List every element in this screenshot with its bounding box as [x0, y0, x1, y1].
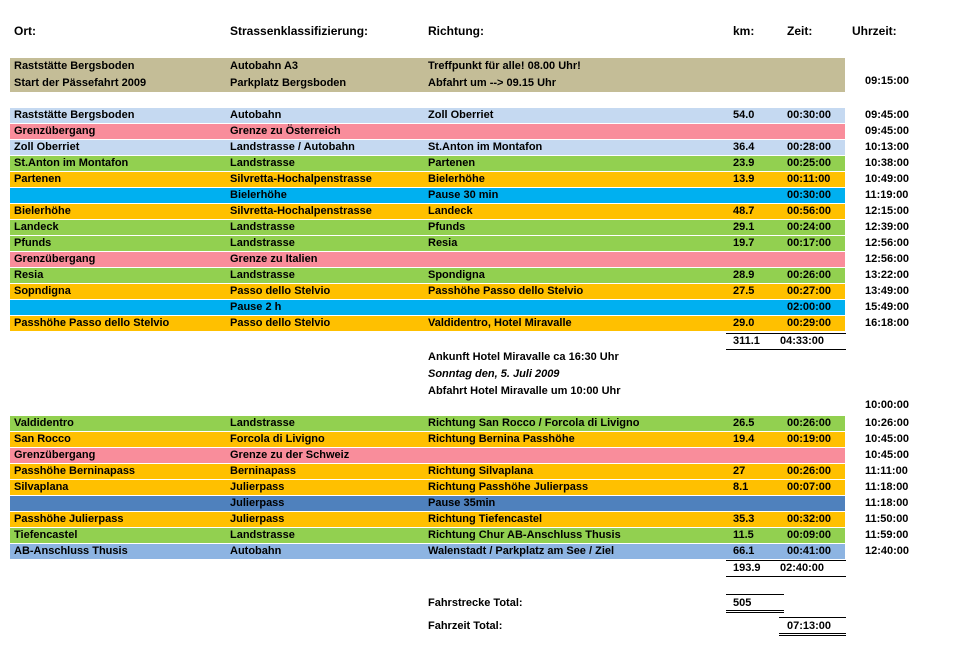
cell-strasse[interactable]: Grenze zu Italien	[230, 253, 318, 265]
cell-strasse[interactable]: Passo dello Stelvio	[230, 317, 331, 329]
cell-ort[interactable]: Grenzübergang	[14, 253, 96, 265]
cell-ort[interactable]	[10, 300, 230, 315]
route-row	[10, 124, 925, 139]
cell-uhrzeit[interactable]: 13:22:00	[865, 269, 910, 281]
cell-zeit[interactable]: 00:26:00	[787, 465, 832, 477]
column-header-ort[interactable]: Ort:	[14, 24, 36, 38]
cell-ort[interactable]: Passhöhe Berninapass	[14, 465, 136, 477]
cell-uhrzeit[interactable]: 11:59:00	[865, 529, 909, 541]
route-row	[10, 188, 925, 203]
route-row	[10, 528, 925, 543]
cell-strasse[interactable]: Pause 2 h	[230, 301, 282, 313]
cell-uhrzeit[interactable]: 12:56:00	[865, 237, 910, 249]
cell-richtung[interactable]: Resia	[428, 237, 458, 249]
cell-km[interactable]: 8.1	[733, 481, 749, 493]
row-color-band	[10, 252, 845, 267]
cell-strasse[interactable]: Landstrasse / Autobahn	[230, 141, 355, 153]
cell-ort[interactable]: St.Anton im Montafon	[14, 157, 129, 169]
row-color-band	[10, 220, 845, 235]
route-row	[10, 140, 925, 155]
row-color-band	[10, 432, 845, 447]
route-row	[10, 75, 925, 92]
cell-richtung[interactable]	[428, 300, 733, 315]
cell-zeit[interactable]: 02:00:00	[787, 301, 832, 313]
cell-km[interactable]	[733, 448, 787, 463]
cell-ort[interactable]: San Rocco	[14, 433, 71, 445]
column-header-zeit[interactable]: Zeit:	[787, 24, 813, 38]
day2-total-km-cell[interactable]: 193.9	[733, 562, 761, 574]
cell-strasse[interactable]: Landstrasse	[230, 269, 295, 281]
total-distance-label[interactable]: Fahrstrecke Total:	[428, 597, 523, 609]
cell-km[interactable]: 11.5	[733, 529, 754, 541]
cell-ort[interactable]: AB-Anschluss Thusis	[14, 545, 128, 557]
cell-strasse[interactable]: Grenze zu der Schweiz	[230, 449, 350, 461]
row-color-band	[10, 416, 845, 431]
row-color-band	[10, 58, 845, 75]
cell-ort[interactable]: Partenen	[14, 173, 62, 185]
cell-km[interactable]	[733, 188, 787, 203]
route-row	[10, 512, 925, 527]
row-color-band	[10, 544, 845, 559]
cell-km[interactable]: 19.4	[733, 433, 755, 445]
cell-uhrzeit[interactable]: 10:13:00	[865, 141, 910, 153]
cell-zeit[interactable]: 00:32:00	[787, 513, 832, 525]
cell-richtung[interactable]	[428, 124, 733, 139]
cell-ort[interactable]: Start der Pässefahrt 2009	[14, 77, 147, 89]
cell-uhrzeit[interactable]: 12:40:00	[865, 545, 910, 557]
cell-richtung[interactable]: Treffpunkt für alle! 08.00 Uhr!	[428, 60, 581, 72]
date-note[interactable]: Sonntag den, 5. Juli 2009	[428, 368, 560, 380]
cell-strasse[interactable]: Passo dello Stelvio	[230, 285, 331, 297]
cell-strasse[interactable]: Landstrasse	[230, 221, 295, 233]
cell-strasse[interactable]: Landstrasse	[230, 237, 295, 249]
cell-km[interactable]: 35.3	[733, 513, 755, 525]
cell-km[interactable]: 28.9	[733, 269, 755, 281]
start-uhrzeit-cell[interactable]: 09:15:00	[865, 75, 910, 87]
day2-start-uhrzeit-cell[interactable]: 10:00:00	[865, 399, 910, 411]
cell-strasse[interactable]: Julierpass	[230, 497, 285, 509]
cell-ort[interactable]: Raststätte Bergsboden	[14, 60, 135, 72]
route-row	[10, 416, 925, 431]
cell-ort[interactable]: Resia	[14, 269, 44, 281]
row-color-band	[10, 236, 845, 251]
column-header-strasse[interactable]: Strassenklassifizierung:	[230, 24, 369, 38]
cell-richtung[interactable]: Spondigna	[428, 269, 485, 281]
cell-km[interactable]	[733, 124, 787, 139]
cell-ort[interactable]: Bielerhöhe	[14, 205, 71, 217]
cell-ort[interactable]: Zoll Oberriet	[14, 141, 80, 153]
column-header-richtung[interactable]: Richtung:	[428, 24, 484, 38]
cell-km[interactable]: 19.7	[733, 237, 755, 249]
row-color-band	[10, 448, 845, 463]
cell-strasse[interactable]: Bielerhöhe	[230, 189, 287, 201]
cell-uhrzeit[interactable]: 11:18:00	[865, 497, 909, 509]
row-color-band	[10, 204, 845, 219]
cell-uhrzeit[interactable]: 10:49:00	[865, 173, 910, 185]
cell-zeit[interactable]: 00:26:00	[787, 417, 832, 429]
cell-ort[interactable]: Pfunds	[14, 237, 52, 249]
cell-zeit[interactable]: 00:11:00	[787, 173, 831, 185]
cell-richtung[interactable]: Richtung Bernina Passhöhe	[428, 433, 575, 445]
cell-richtung[interactable]: Richtung San Rocco / Forcola di Livigno	[428, 417, 640, 429]
column-header-uhrzeit[interactable]: Uhrzeit:	[852, 24, 897, 38]
day2-subtotal	[726, 560, 846, 577]
cell-richtung[interactable]: Passhöhe Passo dello Stelvio	[428, 285, 584, 297]
cell-km[interactable]: 54.0	[733, 109, 755, 121]
cell-zeit[interactable]: 00:29:00	[787, 317, 832, 329]
cell-richtung[interactable]: Partenen	[428, 157, 476, 169]
route-row	[10, 544, 925, 559]
cell-ort[interactable]: Sopndigna	[14, 285, 71, 297]
cell-richtung[interactable]: Pause 35min	[428, 497, 496, 509]
row-color-band	[10, 268, 845, 283]
cell-strasse[interactable]: Berninapass	[230, 465, 297, 477]
cell-uhrzeit[interactable]: 12:39:00	[865, 221, 910, 233]
cell-ort[interactable]: Grenzübergang	[14, 125, 96, 137]
route-row	[10, 108, 925, 123]
cell-uhrzeit[interactable]: 10:45:00	[865, 433, 910, 445]
cell-uhrzeit[interactable]: 16:18:00	[865, 317, 910, 329]
cell-zeit[interactable]	[787, 124, 845, 139]
row-color-band	[10, 156, 845, 171]
cell-richtung[interactable]: Richtung Passhöhe Julierpass	[428, 481, 589, 493]
cell-uhrzeit[interactable]: 10:38:00	[865, 157, 910, 169]
row-color-band	[10, 108, 845, 123]
cell-km[interactable]: 29.1	[733, 221, 755, 233]
total-distance-value[interactable]: 505	[726, 594, 784, 613]
cell-km[interactable]: 29.0	[733, 317, 755, 329]
row-color-band	[10, 172, 845, 187]
row-color-band	[10, 528, 845, 543]
cell-ort[interactable]: Silvaplana	[14, 481, 69, 493]
day1-total-zeit-cell[interactable]: 04:33:00	[780, 335, 825, 347]
row-color-band	[10, 140, 845, 155]
cell-strasse[interactable]: Julierpass	[230, 481, 285, 493]
cell-zeit[interactable]: 00:30:00	[787, 109, 832, 121]
cell-strasse[interactable]: Grenze zu Österreich	[230, 125, 341, 137]
column-header-km[interactable]: km:	[733, 24, 755, 38]
cell-richtung[interactable]: Walenstadt / Parkplatz am See / Ziel	[428, 545, 615, 557]
day1-total-km-cell[interactable]: 311.1	[733, 335, 760, 347]
route-row	[10, 220, 925, 235]
cell-ort[interactable]: Grenzübergang	[14, 449, 96, 461]
cell-uhrzeit[interactable]: 11:11:00	[865, 465, 908, 477]
route-row	[10, 300, 925, 315]
cell-zeit[interactable]	[787, 252, 845, 267]
cell-strasse[interactable]: Julierpass	[230, 513, 285, 525]
cell-uhrzeit[interactable]	[845, 58, 925, 75]
cell-zeit[interactable]: 00:27:00	[787, 285, 832, 297]
cell-km[interactable]	[733, 75, 787, 92]
route-table-day2	[10, 416, 925, 560]
row-color-band	[10, 75, 845, 92]
total-time-label[interactable]: Fahrzeit Total:	[428, 620, 503, 632]
route-row	[10, 172, 925, 187]
route-row	[10, 58, 925, 75]
route-row	[10, 204, 925, 219]
cell-richtung[interactable]: Pfunds	[428, 221, 466, 233]
cell-strasse[interactable]: Landstrasse	[230, 529, 295, 541]
cell-strasse[interactable]: Landstrasse	[230, 157, 295, 169]
cell-km[interactable]	[733, 300, 787, 315]
cell-zeit[interactable]: 00:07:00	[787, 481, 832, 493]
cell-strasse[interactable]: Autobahn	[230, 109, 282, 121]
cell-km[interactable]: 27	[733, 465, 746, 477]
cell-km[interactable]: 66.1	[733, 545, 755, 557]
cell-ort[interactable]	[10, 188, 230, 203]
row-color-band	[10, 464, 845, 479]
cell-ort[interactable]: Tiefencastel	[14, 529, 78, 541]
cell-ort[interactable]: Raststätte Bergsboden	[14, 109, 135, 121]
cell-uhrzeit[interactable]: 09:45:00	[865, 125, 910, 137]
cell-uhrzeit[interactable]: 09:45:00	[865, 109, 910, 121]
cell-richtung[interactable]: Richtung Chur AB-Anschluss Thusis	[428, 529, 621, 541]
cell-ort[interactable]: Passhöhe Julierpass	[14, 513, 124, 525]
cell-richtung[interactable]	[428, 448, 733, 463]
cell-zeit[interactable]: 00:56:00	[787, 205, 832, 217]
row-color-band	[10, 316, 845, 331]
cell-zeit[interactable]: 00:26:00	[787, 269, 832, 281]
cell-uhrzeit[interactable]: 12:15:00	[865, 205, 910, 217]
cell-km[interactable]	[733, 58, 787, 75]
route-row	[10, 284, 925, 299]
route-row	[10, 432, 925, 447]
cell-richtung[interactable]: Bielerhöhe	[428, 173, 485, 185]
route-row	[10, 480, 925, 495]
cell-ort[interactable]: Landeck	[14, 221, 59, 233]
cell-zeit[interactable]: 00:25:00	[787, 157, 832, 169]
cell-ort[interactable]	[10, 496, 230, 511]
cell-richtung[interactable]: Zoll Oberriet	[428, 109, 494, 121]
cell-richtung[interactable]: St.Anton im Montafon	[428, 141, 543, 153]
cell-uhrzeit[interactable]: 11:50:00	[865, 513, 909, 525]
cell-zeit[interactable]	[787, 448, 845, 463]
cell-ort[interactable]: Valdidentro	[14, 417, 74, 429]
route-row	[10, 464, 925, 479]
cell-richtung[interactable]: Richtung Silvaplana	[428, 465, 534, 477]
cell-zeit[interactable]	[787, 496, 845, 511]
cell-strasse[interactable]: Parkplatz Bergsboden	[230, 77, 347, 89]
cell-richtung[interactable]	[428, 252, 733, 267]
cell-km[interactable]	[733, 496, 787, 511]
row-color-band	[10, 284, 845, 299]
cell-zeit[interactable]	[787, 58, 845, 75]
cell-uhrzeit[interactable]: 13:49:00	[865, 285, 910, 297]
cell-richtung[interactable]: Valdidentro, Hotel Miravalle	[428, 317, 572, 329]
cell-ort[interactable]: Passhöhe Passo dello Stelvio	[14, 317, 170, 329]
route-row	[10, 316, 925, 331]
cell-strasse[interactable]: Silvretta-Hochalpenstrasse	[230, 173, 372, 185]
cell-richtung[interactable]: Richtung Tiefencastel	[428, 513, 543, 525]
cell-km[interactable]: 48.7	[733, 205, 755, 217]
route-row	[10, 268, 925, 283]
arrival-note[interactable]: Ankunft Hotel Miravalle ca 16:30 Uhr	[428, 351, 619, 363]
cell-uhrzeit[interactable]: 11:18:00	[865, 481, 909, 493]
cell-km[interactable]	[733, 252, 787, 267]
cell-zeit[interactable]: 00:09:00	[787, 529, 832, 541]
cell-strasse[interactable]: Autobahn	[230, 545, 282, 557]
row-color-band	[10, 188, 845, 203]
row-color-band	[10, 300, 845, 315]
cell-strasse[interactable]: Silvretta-Hochalpenstrasse	[230, 205, 372, 217]
cell-km[interactable]: 13.9	[733, 173, 755, 185]
route-row	[10, 236, 925, 251]
route-row	[10, 252, 925, 267]
cell-zeit[interactable]: 00:17:00	[787, 237, 832, 249]
cell-strasse[interactable]: Autobahn A3	[230, 60, 299, 72]
cell-zeit[interactable]: 00:41:00	[787, 545, 832, 557]
cell-uhrzeit[interactable]: 10:45:00	[865, 449, 910, 461]
cell-zeit[interactable]: 00:28:00	[787, 141, 832, 153]
cell-km[interactable]: 36.4	[733, 141, 755, 153]
day2-total-zeit-cell[interactable]: 02:40:00	[780, 562, 825, 574]
cell-strasse[interactable]: Forcola di Livigno	[230, 433, 325, 445]
cell-uhrzeit[interactable]: 12:56:00	[865, 253, 910, 265]
cell-zeit[interactable]: 00:30:00	[787, 189, 832, 201]
cell-zeit[interactable]	[787, 75, 845, 92]
cell-richtung[interactable]: Abfahrt um --> 09.15 Uhr	[428, 77, 557, 89]
route-row	[10, 156, 925, 171]
row-color-band	[10, 496, 845, 511]
cell-km[interactable]: 26.5	[733, 417, 755, 429]
cell-km[interactable]: 27.5	[733, 285, 755, 297]
route-row	[10, 448, 925, 463]
row-color-band	[10, 124, 845, 139]
cell-richtung[interactable]: Pause 30 min	[428, 189, 499, 201]
row-color-band	[10, 512, 845, 527]
cell-km[interactable]: 23.9	[733, 157, 755, 169]
total-time-value[interactable]: 07:13:00	[779, 617, 846, 636]
meeting-point-block	[10, 58, 925, 92]
day1-subtotal	[726, 333, 846, 350]
row-color-band	[10, 480, 845, 495]
cell-uhrzeit[interactable]: 11:19:00	[865, 189, 909, 201]
cell-uhrzeit[interactable]: 15:49:00	[865, 301, 910, 313]
route-row	[10, 496, 925, 511]
cell-strasse[interactable]: Landstrasse	[230, 417, 295, 429]
cell-richtung[interactable]: Landeck	[428, 205, 473, 217]
cell-uhrzeit[interactable]: 10:26:00	[865, 417, 910, 429]
departure-note[interactable]: Abfahrt Hotel Miravalle um 10:00 Uhr	[428, 385, 621, 397]
cell-zeit[interactable]: 00:19:00	[787, 433, 832, 445]
route-table-day1	[10, 108, 925, 332]
cell-zeit[interactable]: 00:24:00	[787, 221, 832, 233]
